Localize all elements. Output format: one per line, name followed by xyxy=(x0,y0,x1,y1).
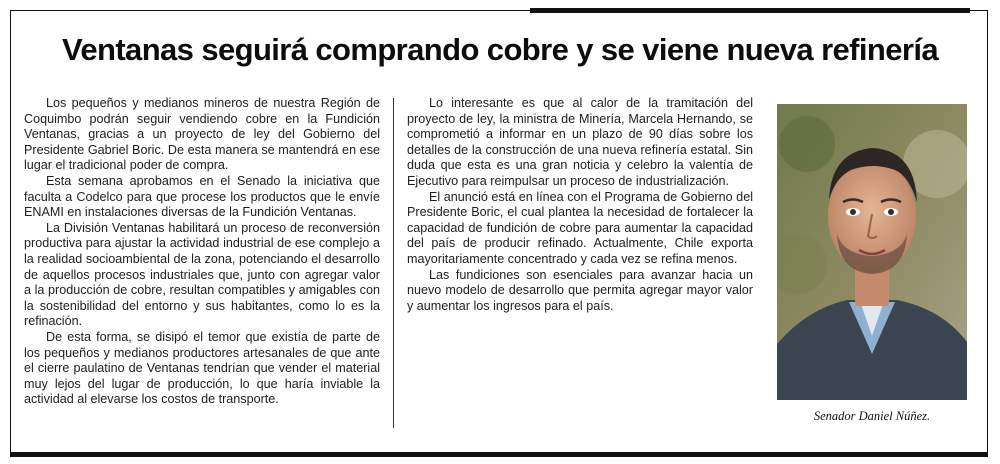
paragraph: Los pequeños y medianos mineros de nuestra Región de Coquimbo podrán seguir vendiendo cobre en la Fundición Ventanas, gracias a un proyecto de ley del Gobierno del Presidente Gabriel Boric. De esta manera se mantendrá en ese lugar el tradicional poder de compra. xyxy=(24,96,380,173)
article-column-middle xyxy=(407,96,753,314)
paragraph: Lo interesante es que al calor de la tramitación del proyecto de ley, la ministra de Minería, Marcela Hernando, se comprometió a informar en un plazo de 90 días sobre los detalles de la construcción de una nueva refinería estatal. Sin duda que esta es una gran noticia y celebro la valentía de Ejecutivo para reimpulsar un proceso de industrialización. xyxy=(407,96,753,188)
column-divider xyxy=(393,98,394,428)
portrait-image xyxy=(777,104,967,400)
photo-caption: Senador Daniel Núñez. xyxy=(813,409,931,423)
bottom-rule xyxy=(10,452,988,457)
headline: Ventanas seguirá comprando cobre y se viene nueva refinería xyxy=(61,32,939,67)
paragraph: De esta forma, se disipó el temor que existía de parte de los pequeños y medianos productores artesanales de que ante el cierre paulatino de Ventanas tendrían que vender el material muy lejos del lugar de producción, lo que haría inviable la actividad al elevarse los costos de transporte. xyxy=(24,329,380,407)
paragraph: La División Ventanas habilitará un proceso de reconversión productiva para ajustar la actividad industrial de ese complejo a la realidad socioambiental de la zona, potenciando el desarrollo de aquellos procesos industriales que, junto con agregar valor a la producción de cobre, resultan compatibles y amigables con la sostenibilidad del entorno y sus habitantes, como lo es la refinación. xyxy=(24,220,380,329)
author-photo xyxy=(777,104,967,400)
article-column-left xyxy=(24,96,380,408)
paragraph: Esta semana aprobamos en el Senado la iniciativa que faculta a Codelco para que procese los productos que le envíe ENAMI en instalaciones diversas de la Fundición Ventanas. xyxy=(24,173,380,220)
paragraph: Las fundiciones son esenciales para avanzar hacia un nuevo modelo de desarrollo que permita agregar mayor valor y aumentar los ingresos para el país. xyxy=(407,267,753,313)
paragraph: El anunció está en línea con el Programa de Gobierno del Presidente Boric, el cual plantea la necesidad de fortalecer la capacidad de fundición de cobre para aumentar la capacidad del país de producir refinado. Actualmente, Chile exporta mayoritariamente concentrado y cada vez se refina menos. xyxy=(407,189,753,266)
